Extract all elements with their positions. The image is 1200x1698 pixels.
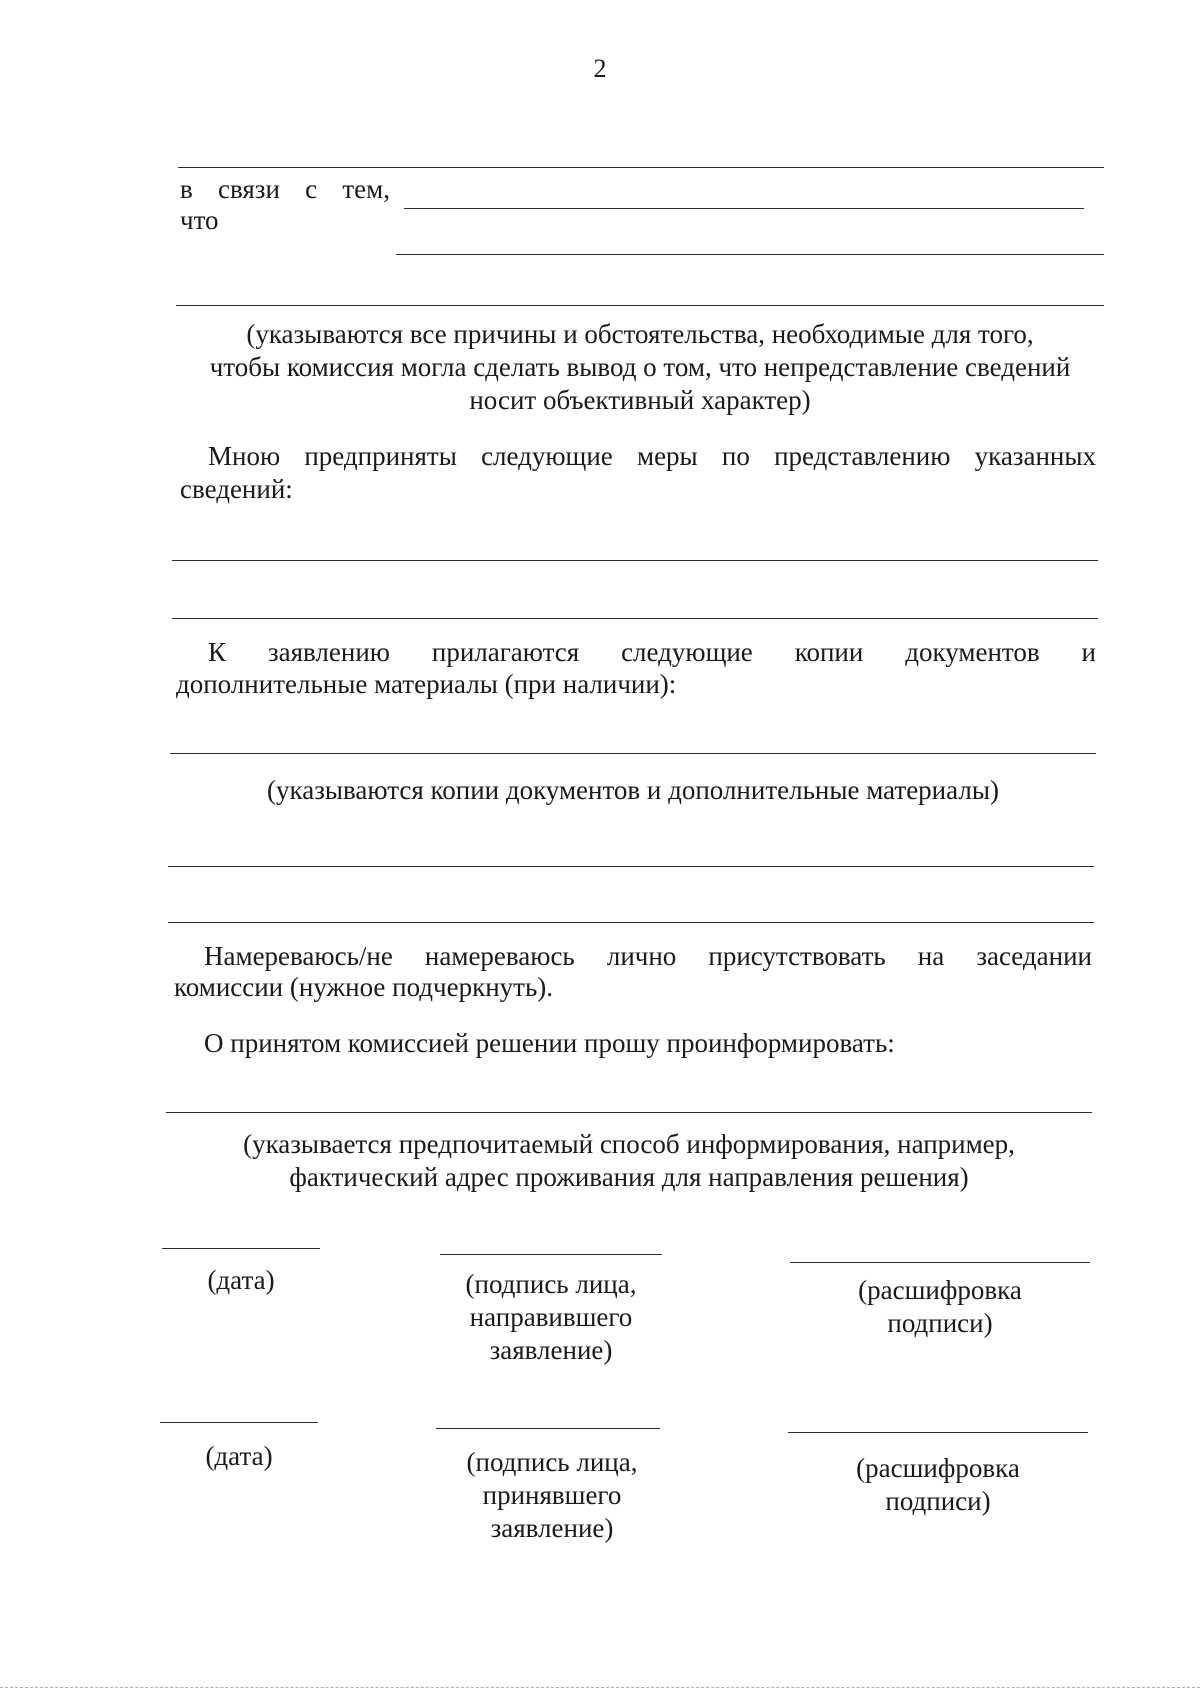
blank-line [404, 208, 1084, 209]
date-label: (дата) [205, 1441, 273, 1471]
signature-line [440, 1254, 662, 1255]
date-signature-line [162, 1248, 320, 1249]
decoding-label: (расшифровка подписи) [856, 1453, 1020, 1516]
blank-line [178, 167, 1104, 168]
note-line: (указываются все причины и обстоятельства, необходимые для того, [246, 319, 1034, 349]
signature-label: (подпись лица, принявшего заявление) [466, 1447, 638, 1543]
date-label: (дата) [207, 1265, 275, 1295]
blank-line [172, 560, 1098, 561]
attachments-text-line2: дополнительные материалы (при наличии): [176, 669, 677, 699]
page-number: 2 [593, 54, 607, 83]
notification-text: О принятом комиссией решении прошу проинформировать: [204, 1028, 895, 1058]
reason-note [170, 318, 1110, 417]
blank-line [168, 922, 1094, 923]
attachments-text-line1: К заявлению прилагаются следующие копии документов и [208, 637, 1096, 667]
notification-note [166, 1128, 1092, 1194]
measures-text-line2: сведений: [180, 474, 293, 504]
blank-line [170, 753, 1096, 754]
attendance-text-line2: комиссии (нужное подчеркнуть). [174, 972, 554, 1002]
blank-line [168, 866, 1094, 867]
decoding-signature-line [790, 1262, 1090, 1263]
blank-line [166, 1112, 1092, 1113]
scan-edge-line [0, 1687, 1200, 1688]
reason-lead: в связи с тем, [180, 174, 390, 204]
blank-line [172, 618, 1098, 619]
attachments-note: (указываются копии документов и дополнительные материалы) [267, 775, 999, 805]
signature-line [436, 1428, 660, 1429]
note-line: (указывается предпочитаемый способ информирования, например, [243, 1129, 1015, 1159]
measures-text-line1: Мною предприняты следующие меры по представлению указанных [208, 441, 1096, 471]
note-line: носит объективный характер) [469, 385, 811, 415]
blank-line [176, 305, 1104, 306]
attendance-text-line1: Намереваюсь/не намереваюсь лично присутствовать на заседании [204, 941, 1092, 971]
note-line: фактический адрес проживания для направления решения) [289, 1162, 969, 1192]
decoding-label: (расшифровка подписи) [858, 1275, 1022, 1338]
reason-lead-cont: что [180, 205, 219, 235]
decoding-signature-line [788, 1432, 1088, 1433]
date-signature-line [160, 1422, 318, 1423]
blank-line [396, 254, 1104, 255]
signature-label: (подпись лица, направившего заявление) [465, 1269, 637, 1365]
note-line: чтобы комиссия могла сделать вывод о том, что непредставление сведений [209, 352, 1071, 382]
